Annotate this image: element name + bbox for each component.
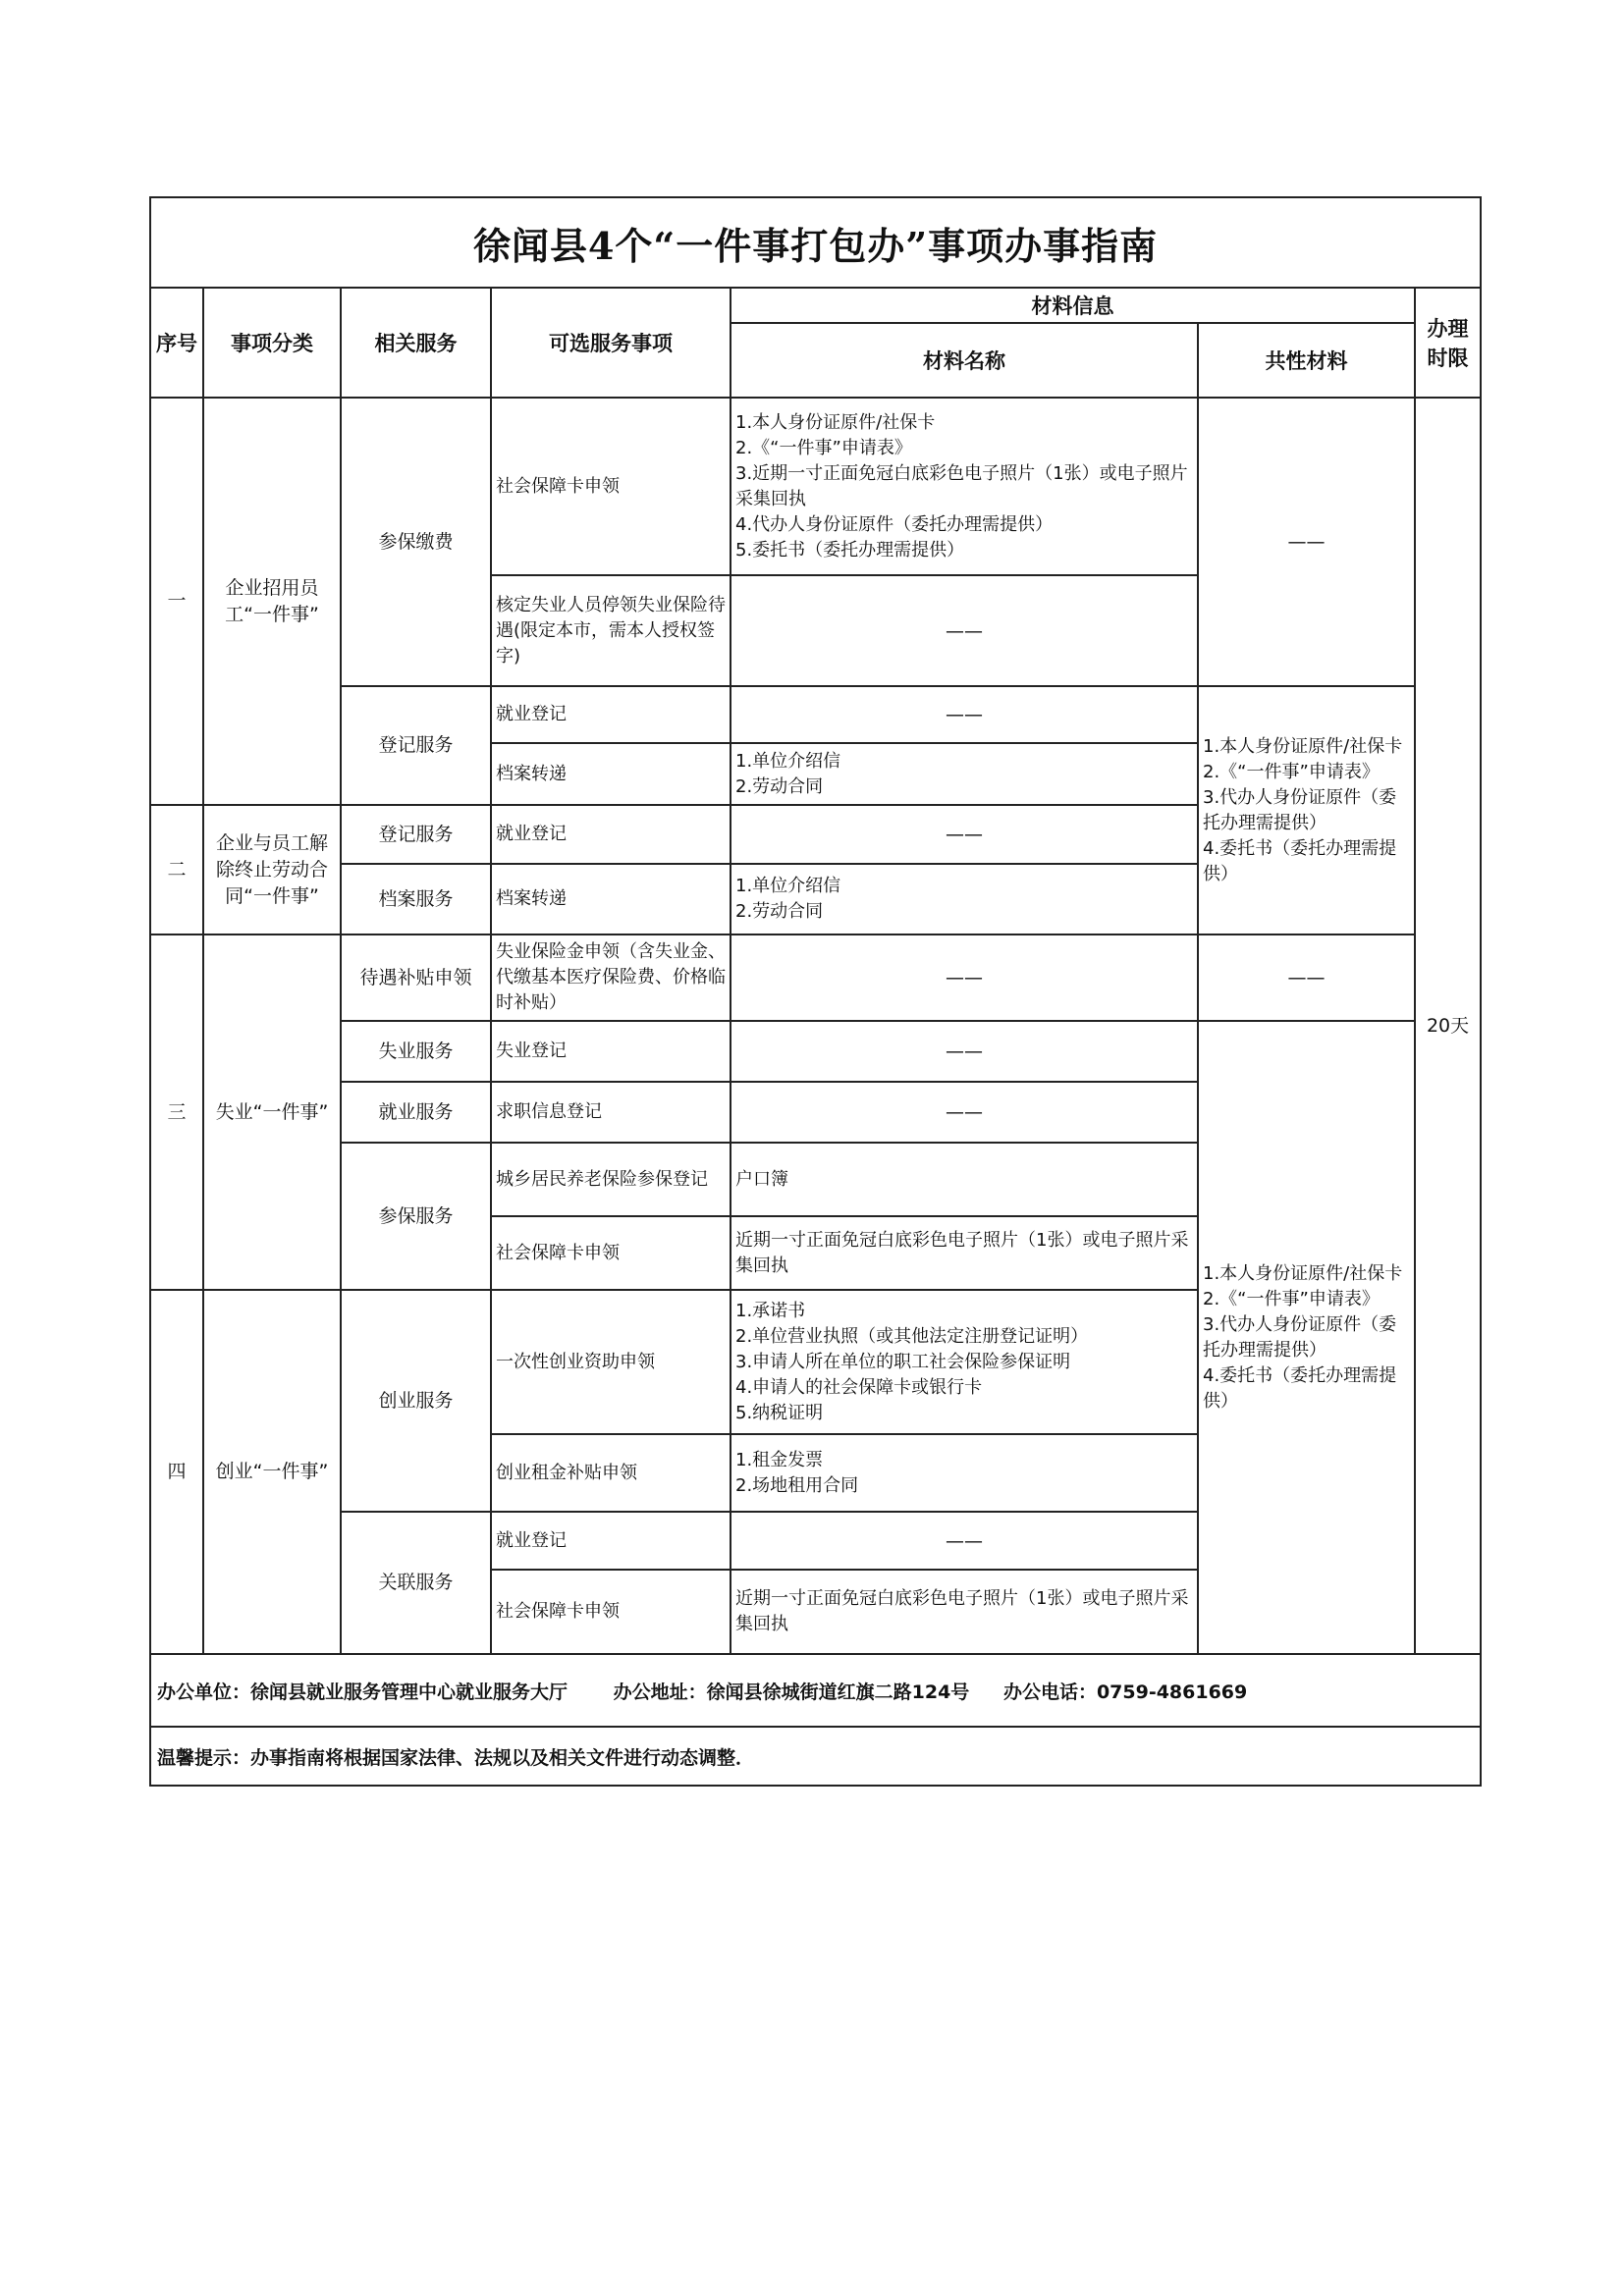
materials-r6-line: 1.单位介绍信 <box>735 876 841 896</box>
item-r5: 就业登记 <box>491 805 731 864</box>
time-limit-value: 20天 <box>1415 398 1481 1654</box>
header-common-materials: 共性材料 <box>1198 323 1415 398</box>
materials-r1-line: 1.本人身份证原件/社保卡 <box>735 411 936 433</box>
materials-r12 <box>731 1290 1198 1434</box>
materials-r1-line: 5.委托书（委托办理需提供） <box>735 539 965 561</box>
common-b-line: 1.本人身份证原件/社保卡 <box>1203 1262 1403 1284</box>
materials-r6 <box>731 864 1198 934</box>
item-r2: 核定失业人员停领失业保险待遇(限定本市，需本人授权签字) <box>491 575 731 686</box>
materials-r1-line: 4.代办人身份证原件（委托办理需提供） <box>735 513 1054 535</box>
materials-r2: —— <box>731 575 1198 686</box>
materials-r12-line: 1.承诺书 <box>735 1300 806 1321</box>
common-a-line: 1.本人身份证原件/社保卡 <box>1203 735 1403 757</box>
guide-sheet <box>149 196 1480 1787</box>
common-r1-r2: —— <box>1198 398 1415 686</box>
footer-contact <box>150 1654 1481 1727</box>
group-category-2: 企业与员工解除终止劳动合同“一件事” <box>203 805 341 934</box>
materials-r4-line: 1.单位介绍信 <box>735 750 841 772</box>
footer-tip: 温馨提示：办事指南将根据国家法律、法规以及相关文件进行动态调整． <box>150 1727 1481 1786</box>
materials-r5: —— <box>731 805 1198 864</box>
materials-r1-line: 2.《“一件事”申请表》 <box>735 437 912 458</box>
group-category-1: 企业招用员工“一件事” <box>203 398 341 805</box>
service-s6: 失业服务 <box>341 1021 491 1082</box>
materials-r1-line: 3.近期一寸正面免冠白底彩色电子照片（1张）或电子照片采集回执 <box>735 462 1188 509</box>
header-time-limit: 办理时限 <box>1415 288 1481 398</box>
group-seq-3: 三 <box>150 934 203 1290</box>
header-category: 事项分类 <box>203 288 341 398</box>
footer-phone: 办公电话：0759-4861669 <box>1002 1681 1248 1703</box>
item-r3: 就业登记 <box>491 686 731 743</box>
common-block-b <box>1198 1021 1415 1654</box>
item-r14: 就业登记 <box>491 1512 731 1570</box>
materials-r12-line: 5.纳税证明 <box>735 1402 824 1423</box>
materials-r3: —— <box>731 686 1198 743</box>
group-seq-2: 二 <box>150 805 203 934</box>
item-r12: 一次性创业资助申领 <box>491 1290 731 1434</box>
materials-r11: 近期一寸正面免冠白底彩色电子照片（1张）或电子照片采集回执 <box>731 1216 1198 1290</box>
materials-r13-line: 2.场地租用合同 <box>735 1474 859 1496</box>
item-r10: 城乡居民养老保险参保登记 <box>491 1143 731 1216</box>
service-s3: 登记服务 <box>341 805 491 864</box>
service-s1: 参保缴费 <box>341 398 491 686</box>
page-title: 徐闻县4个“一件事打包办”事项办事指南 <box>150 197 1481 288</box>
service-s5: 待遇补贴申领 <box>341 934 491 1021</box>
item-r4: 档案转递 <box>491 743 731 805</box>
service-s4: 档案服务 <box>341 864 491 934</box>
item-r9: 求职信息登记 <box>491 1082 731 1143</box>
materials-r7: —— <box>731 934 1198 1021</box>
common-r7: —— <box>1198 934 1415 1021</box>
item-r1: 社会保障卡申领 <box>491 398 731 575</box>
header-seq: 序号 <box>150 288 203 398</box>
guide-table <box>149 196 1482 1787</box>
service-s8: 参保服务 <box>341 1143 491 1290</box>
group-seq-1: 一 <box>150 398 203 805</box>
item-r7: 失业保险金申领（含失业金、代缴基本医疗保险费、价格临时补贴） <box>491 934 731 1021</box>
common-a-line: 3.代办人身份证原件（委托办理需提供） <box>1203 786 1397 833</box>
item-r6: 档案转递 <box>491 864 731 934</box>
materials-r13-line: 1.租金发票 <box>735 1449 824 1470</box>
materials-r6-line: 2.劳动合同 <box>735 901 824 922</box>
header-optional: 可选服务事项 <box>491 288 731 398</box>
materials-r12-line: 2.单位营业执照（或其他法定注册登记证明） <box>735 1325 1089 1347</box>
footer-unit: 办公单位：徐闻县就业服务管理中心就业服务大厅 <box>157 1681 568 1703</box>
group-category-4: 创业“一件事” <box>203 1290 341 1654</box>
common-a-line: 4.委托书（委托办理需提供） <box>1203 837 1397 884</box>
materials-r1 <box>731 398 1198 575</box>
materials-r9: —— <box>731 1082 1198 1143</box>
common-b-line: 2.《“一件事”申请表》 <box>1203 1288 1380 1309</box>
footer-address: 办公地址：徐闻县徐城街道红旗二路124号 <box>613 1681 970 1703</box>
service-s9: 创业服务 <box>341 1290 491 1512</box>
materials-r8: —— <box>731 1021 1198 1082</box>
materials-r12-line: 4.申请人的社会保障卡或银行卡 <box>735 1376 983 1398</box>
service-s10: 关联服务 <box>341 1512 491 1654</box>
item-r8: 失业登记 <box>491 1021 731 1082</box>
materials-r15: 近期一寸正面免冠白底彩色电子照片（1张）或电子照片采集回执 <box>731 1570 1198 1654</box>
group-seq-4: 四 <box>150 1290 203 1654</box>
materials-r4 <box>731 743 1198 805</box>
header-service: 相关服务 <box>341 288 491 398</box>
materials-r4-line: 2.劳动合同 <box>735 775 824 797</box>
service-s2: 登记服务 <box>341 686 491 805</box>
group-category-3: 失业“一件事” <box>203 934 341 1290</box>
header-materials-info: 材料信息 <box>731 288 1415 323</box>
common-b-line: 4.委托书（委托办理需提供） <box>1203 1364 1397 1412</box>
item-r13: 创业租金补贴申领 <box>491 1434 731 1512</box>
item-r15: 社会保障卡申领 <box>491 1570 731 1654</box>
common-block-a <box>1198 686 1415 934</box>
item-r11: 社会保障卡申领 <box>491 1216 731 1290</box>
materials-r12-line: 3.申请人所在单位的职工社会保险参保证明 <box>735 1351 1071 1372</box>
materials-r14: —— <box>731 1512 1198 1570</box>
header-material-name: 材料名称 <box>731 323 1198 398</box>
common-b-line: 3.代办人身份证原件（委托办理需提供） <box>1203 1313 1397 1361</box>
service-s7: 就业服务 <box>341 1082 491 1143</box>
common-a-line: 2.《“一件事”申请表》 <box>1203 761 1380 782</box>
materials-r13 <box>731 1434 1198 1512</box>
materials-r10: 户口簿 <box>731 1143 1198 1216</box>
